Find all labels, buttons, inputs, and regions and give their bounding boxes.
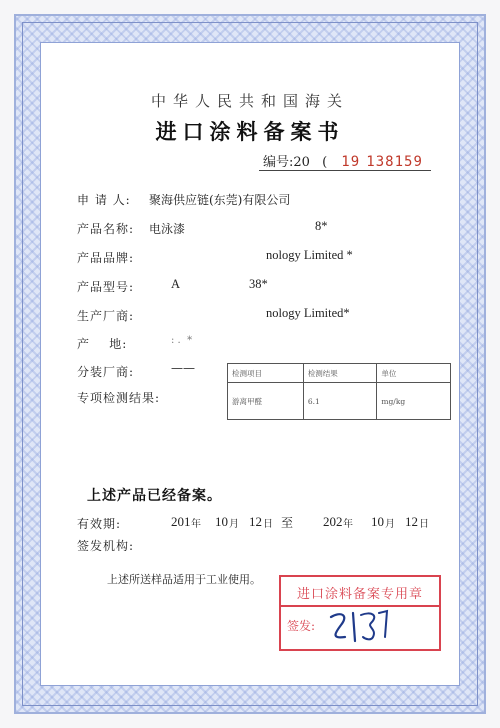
table-row [228, 383, 451, 420]
validity-to-day-suffix: 日 [419, 519, 429, 530]
validity-to-word: 至 [281, 516, 294, 530]
field-label-origin: 产 地: [77, 337, 128, 351]
test-results-table [227, 363, 451, 420]
serial-number: 138159 [366, 154, 423, 170]
field-label-brand: 产品品牌: [77, 251, 135, 265]
field-value-product-name: 电泳漆 [149, 222, 186, 236]
field-label-test-results: 专项检测结果: [77, 391, 161, 405]
field-label-manufacturer: 生产厂商: [77, 309, 135, 323]
table-cell: 6.1 [303, 383, 377, 420]
field-value-manufacturer: nology Limited* [266, 306, 350, 320]
field-label-model: 产品型号: [77, 280, 135, 294]
field-label-applicant: 申 请 人: [77, 193, 131, 207]
serial-prefix: 19 [341, 154, 361, 170]
serial-paren: ( [322, 155, 328, 170]
table-cell: mg/kg [377, 383, 451, 420]
table-cell: 游离甲醛 [228, 383, 304, 420]
field-label-product-name: 产品名称: [77, 222, 135, 236]
table-header-cell: 单位 [377, 364, 451, 383]
validity-from-year: 201 [171, 514, 191, 529]
certificate-paper [40, 42, 460, 686]
field-value-origin: : . * [171, 335, 193, 346]
handwritten-signature-icon [327, 607, 397, 645]
stamp-title: 进口涂料备案专用章 [296, 587, 423, 602]
validity-label: 有效期: [77, 517, 122, 531]
validity-to-year: 202 [323, 514, 343, 529]
validity-from-month: 10 [215, 514, 228, 529]
validity-to-year-suffix: 年 [343, 519, 353, 530]
stamp-sign-label: 签发: [287, 619, 316, 633]
backup-statement: 上述产品已经备案。 [87, 488, 222, 504]
validity-from-day: 12 [249, 514, 262, 529]
table-header-cell: 检测结果 [303, 364, 377, 383]
field-label-repackager: 分装厂商: [77, 365, 135, 379]
serial-underline [259, 170, 431, 171]
validity-from-day-suffix: 日 [263, 519, 273, 530]
field-value-applicant: 聚海供应链(东莞)有限公司 [149, 193, 291, 207]
authority-title: 中华人民共和国海关 [150, 92, 349, 110]
issuer-label: 签发机构: [77, 539, 135, 553]
field-value-model-tail: 38* [249, 277, 268, 291]
table-header-row [228, 364, 451, 383]
field-value-repackager: —— [171, 361, 195, 375]
document-title: 进口涂料备案书 [155, 119, 345, 144]
usage-note: 上述所送样品适用于工业使用。 [107, 573, 261, 586]
table-header-cell: 检测项目 [228, 364, 304, 383]
field-value-brand: nology Limited * [266, 248, 353, 262]
validity-to-month: 10 [371, 514, 384, 529]
validity-to-month-suffix: 月 [385, 519, 395, 530]
field-value-product-name-tail: 8* [315, 219, 328, 233]
validity-to-day: 12 [405, 514, 418, 529]
validity-from-year-suffix: 年 [191, 519, 201, 530]
validity-from-month-suffix: 月 [229, 519, 239, 530]
field-value-model: A [171, 277, 181, 291]
serial-number-row [263, 151, 423, 170]
official-seal-stamp [279, 575, 441, 651]
serial-label: 编号:20 [263, 155, 310, 170]
